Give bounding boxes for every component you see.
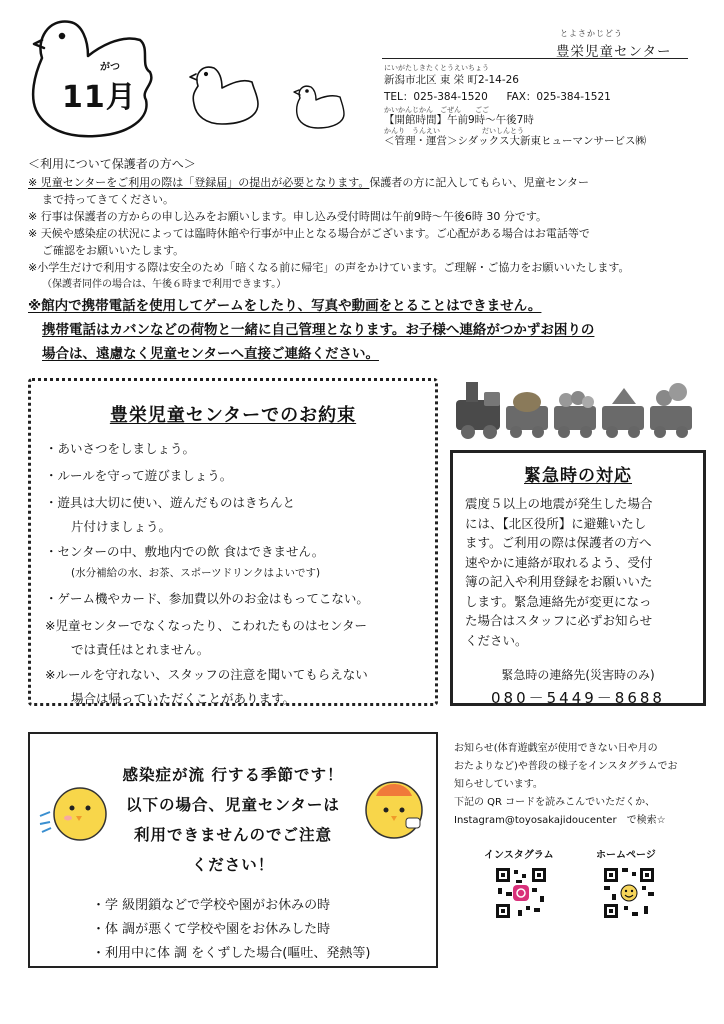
center-name: 豊栄児童センター: [556, 44, 672, 60]
instagram-text: 下記の QR コードを読みこんでいただくか、: [454, 797, 656, 808]
address-block: [384, 64, 704, 148]
tel: TEL：025-384-1520: [384, 91, 488, 103]
operator-ruby: かんり うんえい だいしんとう: [384, 127, 524, 135]
rule-item: ※ルールを守れない、スタッフの注意を聞いてもらえない: [45, 667, 368, 682]
fax: FAX：025-384-1521: [506, 91, 611, 103]
rule-item-cont: 片付けましょう。: [71, 519, 172, 534]
month-ruby: がつ: [100, 62, 120, 73]
emergency-line: ます。ご利用の際は保護者の方へ: [465, 535, 652, 550]
notice-item-cont: ご確認をお願いいたします。: [42, 244, 185, 257]
hours: 【開館時間】午前9時～午後7時: [384, 114, 534, 126]
instagram-info: [454, 740, 714, 830]
infection-item: ・体 調が悪くて学校や園をお休みした時: [92, 922, 331, 937]
notice-item: ※ 天候や感染症の状況によっては臨時休館や行事が中止となる場合がございます。ご心配がある場合はお電話等で: [28, 227, 590, 240]
emergency-line: 震度５以上の地震が発生した場合: [465, 496, 653, 511]
notice-item-text: ※ 児童センターをご利用の際は「登録届」の提出が必要となります。: [28, 176, 370, 189]
center-name-ruby: とよさかじどう: [560, 29, 623, 38]
instagram-text: おたよりなど)や普段の様子をインスタグラムでお: [454, 761, 678, 772]
homepage-qr-code[interactable]: [602, 866, 656, 920]
notice-heading: ＜利用について保護者の方へ＞: [28, 157, 196, 171]
hours-ruby: かいかんじかん ごぜん ごご: [384, 106, 489, 114]
month-label: 11月: [62, 80, 137, 115]
notice-warning: 場合は、遠慮なく児童センターへ直接ご連絡ください。: [42, 346, 379, 362]
notice-item-cont: まで持ってきてください。: [42, 193, 174, 206]
notice-note: （保護者同伴の場合は、午後６時まで利用できます。）: [42, 279, 287, 290]
infection-list: [38, 894, 428, 966]
infection-item: ・学 級閉鎖などで学校や園がお休みの時: [92, 898, 331, 913]
infection-box: [28, 732, 438, 968]
rule-item: ・ルールを守って遊びましょう。: [45, 468, 233, 483]
header-birds-illustration: [0, 0, 380, 150]
emergency-body: [465, 494, 691, 650]
notice-warning: ※館内で携帯電話を使用してゲームをしたり、写真や動画をとることはできません。: [28, 298, 542, 314]
instagram-qr-code[interactable]: [494, 866, 548, 920]
emergency-box: [450, 450, 706, 706]
infection-title: 利用できませんのでご注意: [133, 826, 332, 844]
rule-item-note: (水分補給の水、お茶、スポーツドリンクはよいです): [71, 567, 321, 579]
emergency-title: 緊急時の対応: [524, 466, 632, 486]
rule-item: ・センターの中、敷地内での飲 食はできません。: [45, 544, 325, 559]
qr-label-instagram: インスタグラム: [484, 850, 554, 861]
parent-notice: [28, 156, 708, 365]
rule-item: ・遊具は大切に使い、遊んだものはきちんと: [45, 495, 296, 510]
instagram-text: 知らせしています。: [454, 779, 543, 790]
rules-title: 豊栄児童センターでのお約束: [109, 405, 357, 426]
bird-icon: [294, 86, 344, 128]
emergency-contact-label: 緊急時の連絡先(災害時のみ): [501, 668, 655, 682]
infection-title: 感染症が流 行する季節です！: [122, 766, 344, 784]
notice-item: ※小学生だけで利用する際は安全のため「暗くなる前に帰宅」の声をかけています。ご理解・ご協力をお願いいたします。: [28, 261, 630, 274]
rule-item: ・あいさつをしましょう。: [45, 441, 196, 456]
instagram-text: お知らせ(体育遊戯室が使用できない日や月の: [454, 743, 658, 754]
train-icon: [452, 372, 702, 442]
chick-icon: [36, 776, 110, 846]
infection-item: ・利用中に体 調 をくずした場合(嘔吐、発熱等): [92, 946, 371, 961]
rule-item-cont: では責任はとれません。: [71, 642, 210, 657]
qr-label-homepage: ホームページ: [596, 850, 656, 861]
emergency-contact-number: 080－5449－8688: [491, 689, 665, 707]
emergency-line: 簿の記入や利用登録をお願いいた: [465, 574, 653, 589]
emergency-line: ください。: [465, 632, 528, 648]
emergency-line: 速やかに連絡が取れるよう、受付: [465, 554, 653, 570]
rule-item: ※児童センターでなくなったり、こわれたものはセンター: [45, 618, 367, 633]
divider: [382, 58, 688, 59]
instagram-handle[interactable]: Instagram@toyosakajidoucenter で検索☆: [454, 815, 666, 826]
infection-title: ください！: [191, 856, 275, 874]
emergency-line: た場合はスタッフに必ずお知らせ: [465, 613, 653, 628]
notice-item-text: 保護者の方に記入してもらい、児童センター: [369, 176, 589, 189]
contact-line: [384, 89, 704, 106]
instagram-icon: [513, 885, 529, 901]
address: 新潟市北区 東 栄 町2-14-26: [384, 74, 519, 86]
emergency-line: します。緊急連絡先が変更になっ: [465, 593, 652, 609]
rule-item: ・ゲーム機やカード、参加費以外のお金はもってこない。: [45, 591, 369, 606]
address-ruby: にいがたしきたくとうえいちょう: [384, 64, 489, 72]
notice-item: [28, 174, 708, 191]
notice-warning: 携帯電話はカバンなどの荷物と一緒に自己管理となります。お子様へ連絡がつかずお困りの: [42, 322, 595, 338]
operator: ＜管理・運営＞シダックス大新東ヒューマンサービス㈱: [384, 135, 646, 147]
chick-icon: [358, 772, 432, 846]
notice-item: ※ 行事は保護者の方からの申し込みをお願いします。申し込み受付時間は午前9時～午後6時 30 分です。: [28, 210, 547, 223]
bird-icon: [190, 67, 258, 124]
rule-item-cont: 場合は帰っていただくことがあります。: [71, 691, 296, 706]
infection-title: 以下の場合、児童センターは: [126, 796, 340, 814]
rules-box: [28, 378, 438, 706]
emergency-line: には、【北区役所】に避難いたし: [465, 515, 647, 531]
